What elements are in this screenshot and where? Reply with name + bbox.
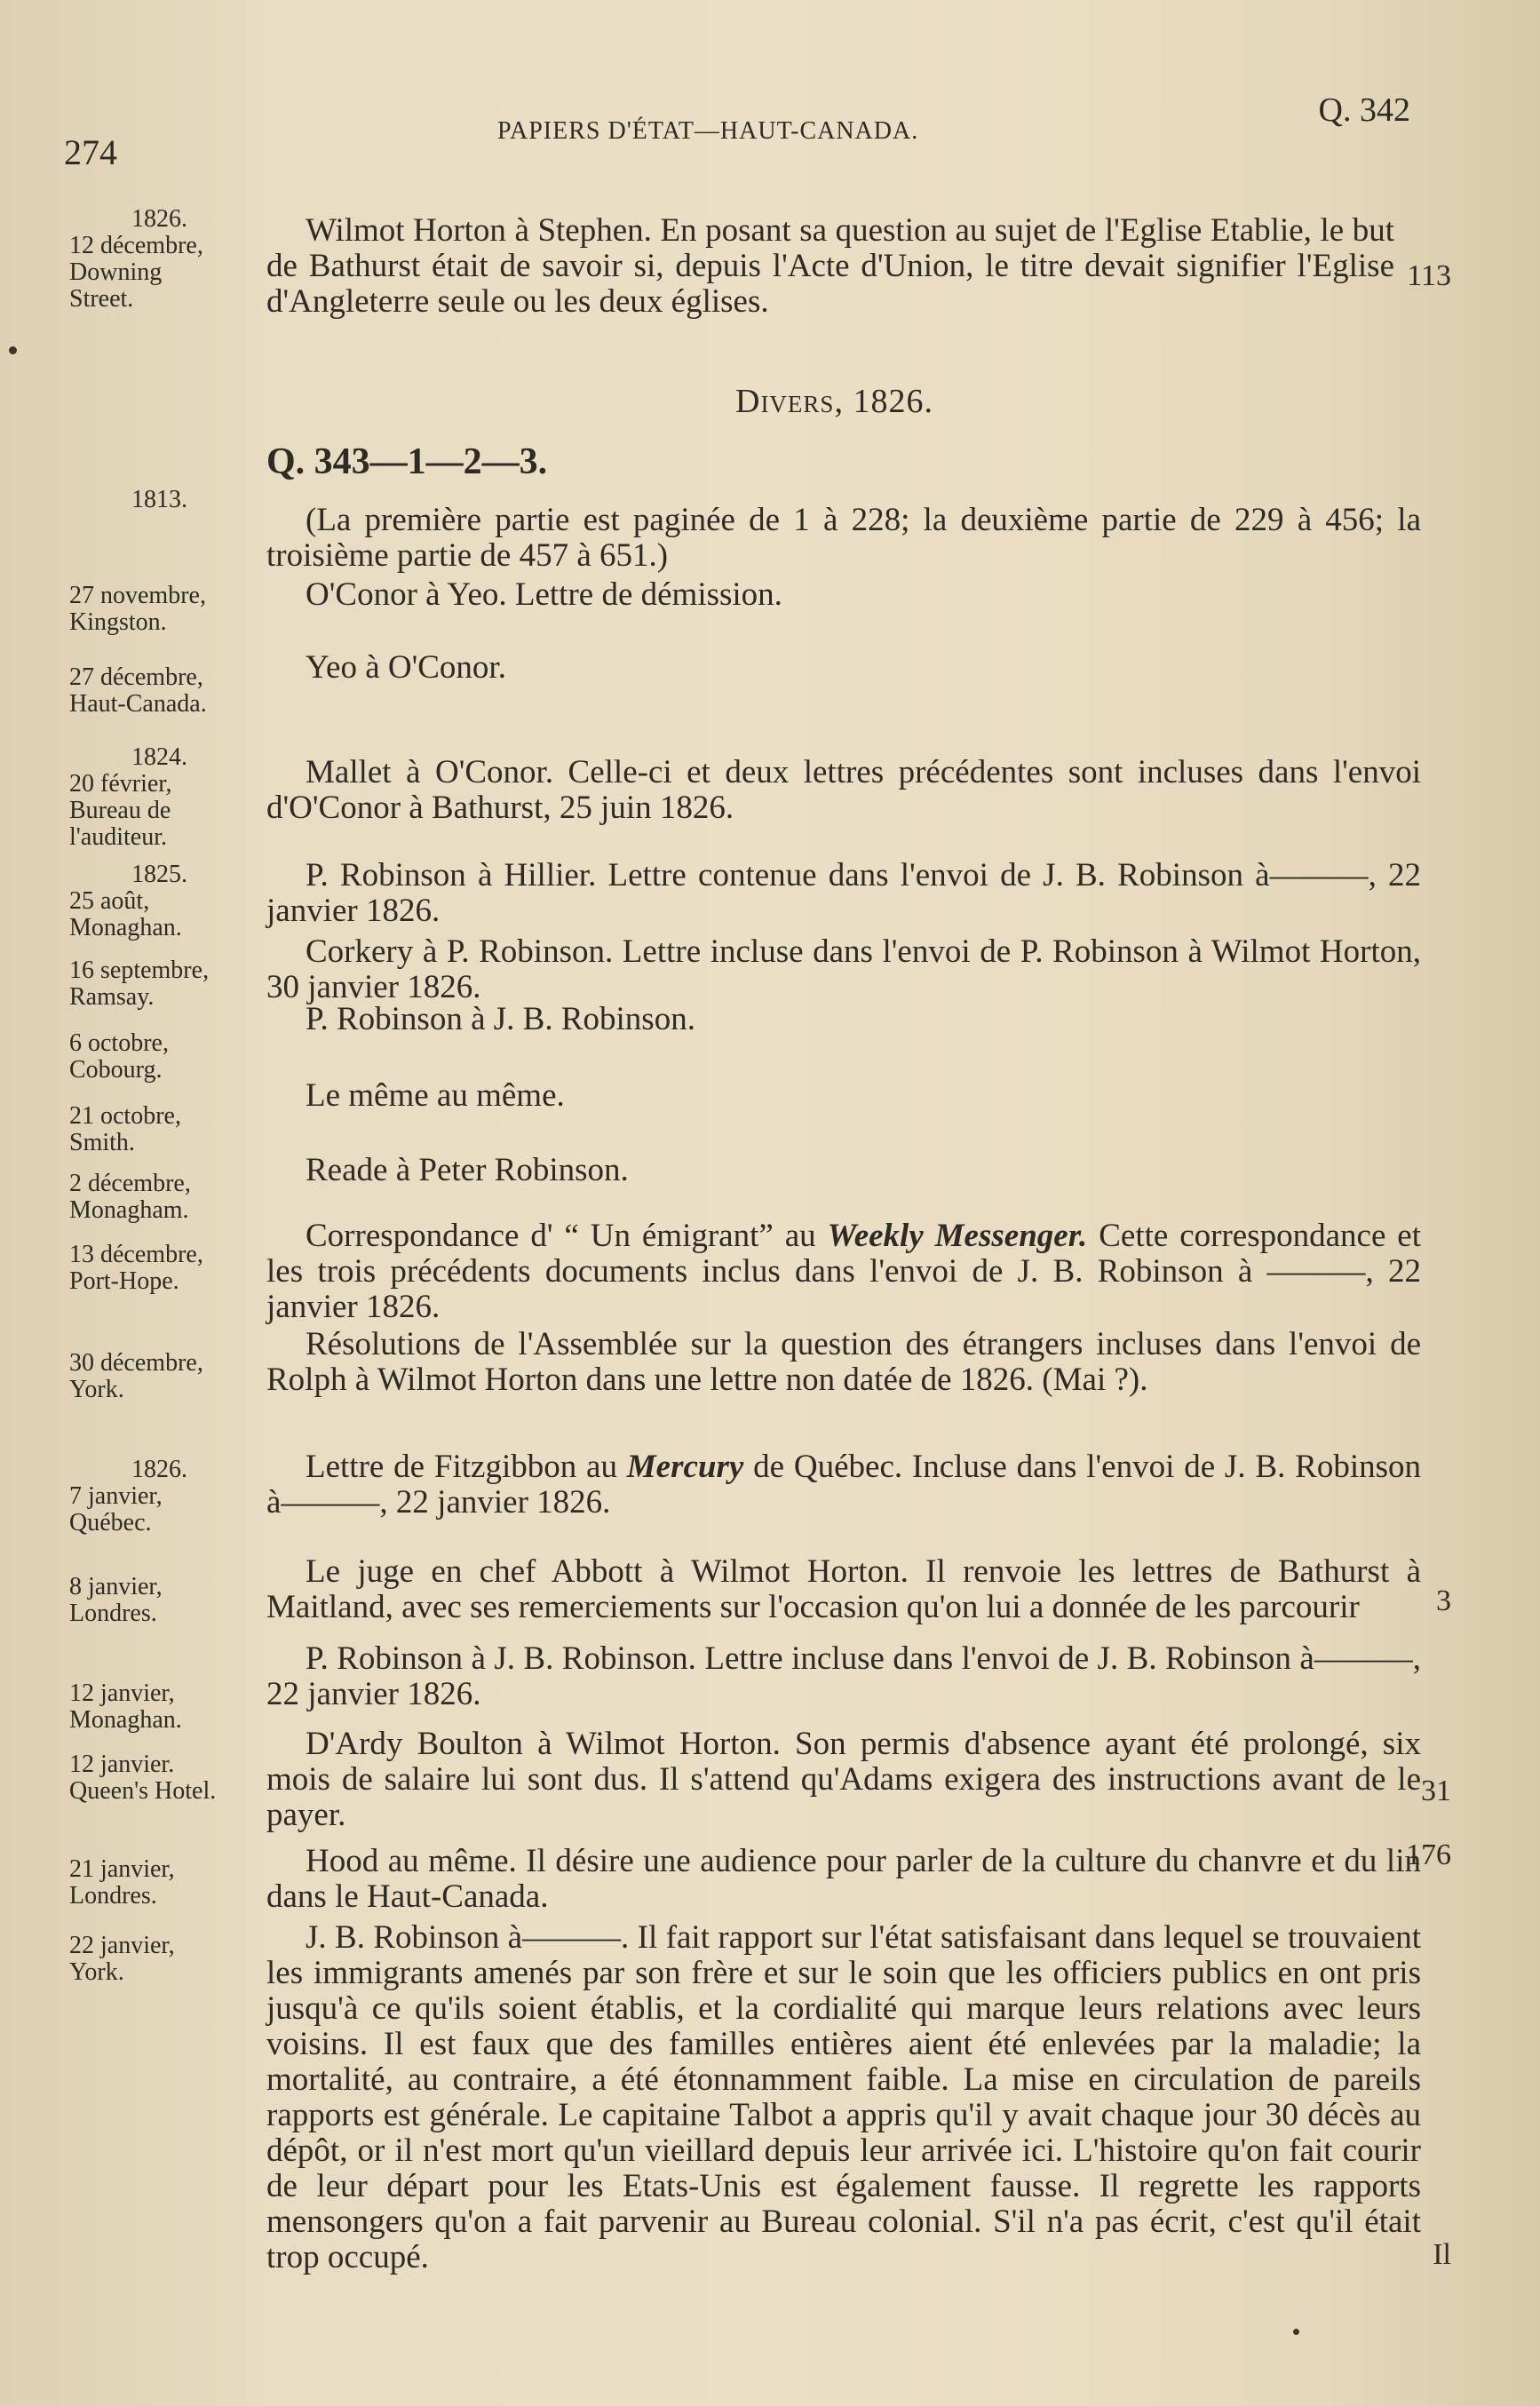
entry-text: Wilmot Horton à Stephen. En posant sa question au sujet de l'Eglise Etablie, le but de Bathurst était de savoir si, depuis l'Acte d'Union, le titre devait signifier l'Eglise d'Angleterre seule ou les deux églises. (266, 212, 1394, 320)
page-ref: 113 (1407, 259, 1451, 292)
intro-year: 1813. (131, 486, 187, 513)
page-ref: 31 (1421, 1775, 1451, 1807)
ink-speck (1293, 2329, 1299, 2335)
page-ref: 3 (1436, 1584, 1451, 1617)
page-number: 274 (64, 132, 117, 172)
ink-speck (9, 346, 17, 354)
page-ref: 176 (1406, 1838, 1451, 1871)
volume-code: Q. 343—1—2—3. (266, 441, 548, 482)
intro-text: (La première partie est paginée de 1 à 228; la deuxième partie de 229 à 456; la troisième partie de 457 à 651.) (266, 502, 1421, 574)
section-title: Divers, 1826. (735, 383, 933, 420)
running-title: PAPIERS D'ÉTAT—HAUT-CANADA. (497, 117, 919, 145)
page-ref: Il (1433, 2238, 1451, 2271)
document-page: 274 PAPIERS D'ÉTAT—HAUT-CANADA. Q. 342 1826. 12 décembre, Downing Street. Wilmot Horton à Stephen. En posant sa question au sujet de l'Eglise Etablie, le but de Bathurst était de savoir si, depuis l'Acte d'Union, le titre devait signifier l'Eglise d'Angleterre seule ou les deux églises. 113 Divers, 1826. Q. 343—1—2—3. 1813. (La première partie est paginée de 1 à 228; la deuxième partie de 229 à 456; la troisième partie de 457 à 651.) 27 novembre, Kingston. O'Conor à Yeo. Lettre de démission. 27 décembre, Haut-Canada. Yeo à O'Conor. 1824. 20 février, Bureau de l'auditeur. Mallet à O'Conor. Celle-ci et deux lettres précédentes sont incluses dans l'envoi d'O'Conor à Bathurst, 25 juin 1826. 1825. 25 août, Monaghan. P. Robinson à Hillier. Lettre contenue dans l'envoi de J. B. Robinson à———, 22 janvier 1826. 16 septembre, Ramsay. Corkery à P. Robinson. Lettre incluse dans l'envoi de P. Robinson à Wilmot Horton, 30 janvier 1826. 6 octobre, Cobourg. P. Robinson à J. B. Robinson. 21 octobre, Smith. Le même au même. 2 décembre, Monagham. Reade à Peter Robinson. 13 décembre, Port-Hope. Correspondance d' “ Un émigrant” au Weekly Messenger. Cette correspondance et les trois précédents documents inclus dans l'envoi de J. B. Robinson à ———, 22 janvier 1826. 30 décembre, York. Résolutions de l'Assemblée sur la question des étrangers incluses dans l'envoi de Rolph à Wilmot Horton dans une lettre non datée de 1826. (Mai ?). 1826. 7 janvier, Québec. Lettre de Fitzgibbon au Mercury de Québec. Incluse dans l'envoi de J. B. Robinson à———, 22 janvier 1826. 8 janvier, Londres. Le juge en chef Abbott à Wilmot Horton. Il renvoie les lettres de Bathurst à Maitland, avec ses remerciements sur l'occasion qu'on lui a donnée de les parcourir 3 12 janvier, Monaghan. P. Robinson à J. B. Robinson. Lettre incluse dans l'envoi de J. B. Robinson à———, 22 janvier 1826. 12 janvier. Queen's Hotel. D'Ardy Boulton à Wilmot Horton. Son permis d'absence ayant été prolongé, six mois de salaire lui sont dus. Il s'attend qu'Adams exigera des instructions avant de le payer. 31 21 janvier, Londres. Hood au même. Il désire une audience pour parler de la culture du chanvre et du lin dans le Haut-Canada. 176 22 janvier, York. J. B. Robinson à———. Il fait rapport sur l'état satisfaisant dans lequel se trouvaient les immigrants amenés par son frère et sur le soin que les officiers publics en ont pris jusqu'à ce qu'ils soient établis, et la cordialité qui marque leurs relations avec leurs voisins. Il est faux que des familles entières aient été enlevées par la maladie; la mortalité, au contraire, a été étonnamment faible. La mise en circulation de pareils rapports est générale. Le capitaine Talbot a appris qu'il y avait chaque jour 30 décès au dépôt, or il n'est mort qu'un vieillard depuis leur arrivée ici. L'histoire qu'on fait courir de leur départ pour les Etats-Unis est également fausse. Il regrette les rapports mensongers qu'on a fait parvenir au Bureau colonial. S'il n'a pas écrit, c'est qu'il était trop occupé. Il (0, 0, 1540, 2406)
volume-reference: Q. 342 (1318, 91, 1410, 129)
entry-date: 1826. 12 décembre, Downing Street. (69, 205, 203, 313)
